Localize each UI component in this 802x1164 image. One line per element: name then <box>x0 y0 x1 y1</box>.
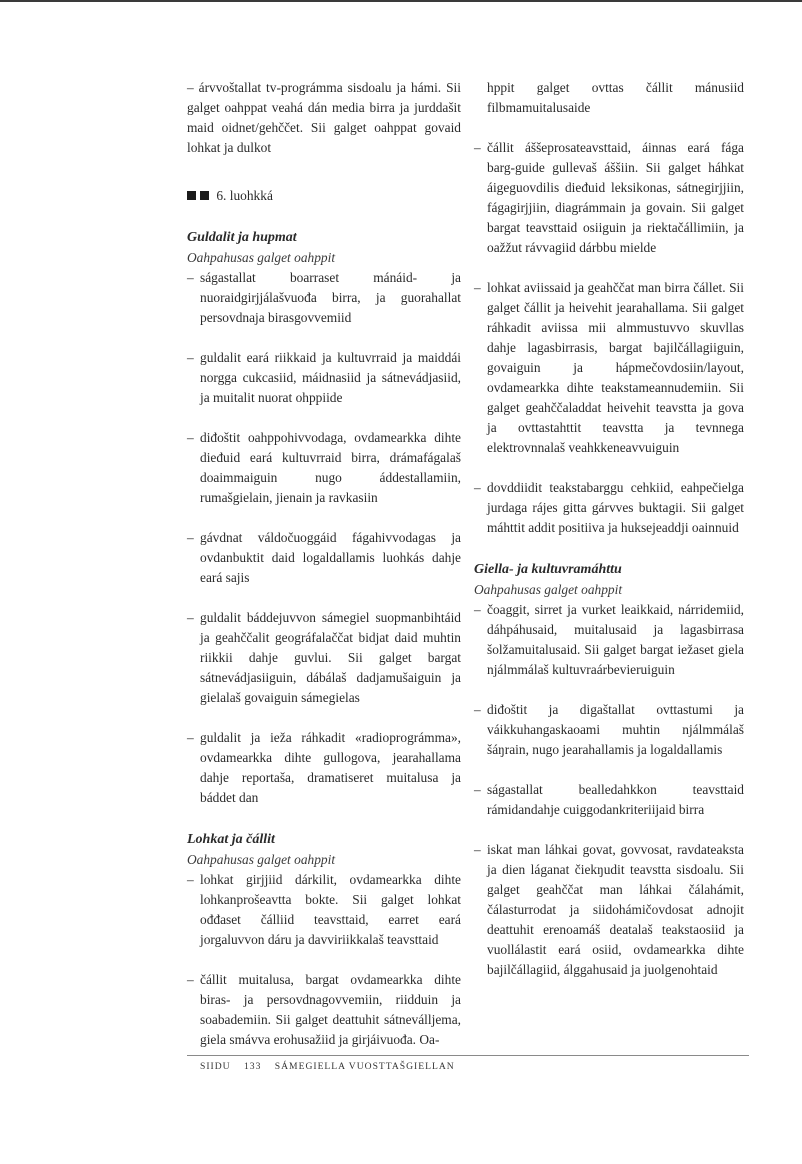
continued-paragraph: hppit galget ovttas čállit mánusiid filbmamuitalusaide <box>487 80 744 115</box>
footer-label: SIIDU <box>200 1061 231 1072</box>
list-item: – guldalit eará riikkaid ja kultuvrraid ja maiddái norgga cukcasiid, máidnasiid ja sátnevádjasiid, ja muitalit nuorat ohppiide <box>187 350 461 405</box>
section-title-giella: Giella- ja kultuvramáhttu <box>474 562 622 577</box>
top-edge-line <box>0 0 802 2</box>
list-item: – lohkat aviissaid ja geahččat man birra čállet. Sii galget čállit ja heivehit jearahallama. Sii galget ráhkadit aviissa mii almmustuvvo skuvllas dahje lagasbirrasis, bargat bajilčállagiiguin, govaiguin ja hápmečovdosiin/layout, ovdamearkka dihte teakstameannudemiin. Sii galget geahččaladdat heivehit teavstta ja gova ja ovttastahttit teavstta ja tevnnega elektrovnnalaš veahkkeneavvuiguin <box>474 280 744 455</box>
list-item: – diđoštit ja digaštallat ovttastumi ja váikkuhangaskaoami muhtin njálmmálaš šáŋrain, nugo jearahallamis ja logaldallamis <box>474 702 744 757</box>
left-column <box>187 78 461 1050</box>
list-item: – gávdnat váldočuoggáid fágahivvodagas ja ovdanbuktit daid logaldallamis luohkás dahje eará sajis <box>187 530 461 585</box>
section-subtitle: Oahpahusas galget oahppit <box>474 582 623 597</box>
section-subtitle: Oahpahusas galget oahppit <box>187 250 336 265</box>
page-footer <box>200 1061 465 1072</box>
footer-divider <box>187 1055 749 1056</box>
list-item: – diđoštit oahppohivvodaga, ovdamearkka dihte dieđuid eará kultuvrraid birra, drámafágalaš doaimmaiguin nugo áddestallamiin, rumašgielain, jienain ja ravkasiin <box>187 430 461 505</box>
list-item: – guldalit ja ieža ráhkadit «radioprográmma», ovdamearkka dihte gullogova, jearahallama dahje reportaša, dramatiseret muitalusa ja báddet dan <box>187 730 461 805</box>
grade-heading <box>187 186 461 206</box>
right-column <box>474 78 744 980</box>
list-item: – iskat man láhkai govat, govvosat, ravdateaksta ja dien láganat čiekŋudit teavstta sisdoalu. Sii galget geahččat man láhkai čálahámit, čálasturrodat ja siidohámičovdosat adnojit deattuhit erenoamáš deatalaš teakstaosiid ja vuollálastit eará osiid, ovdamearkka dihte bajilčállagiid, álggahusaid ja juolgenohtaid <box>474 842 744 977</box>
footer-title: SÁMEGIELLA VUOSTTAŠGIELLAN <box>274 1061 455 1072</box>
list-item: – čállit áššeprosateavsttaid, áinnas eará fága barg-guide gullevaš áššiin. Sii galget háhkat áigeguovdilis dieđuid leksikonas, sátnegirjjiin, fágagirjjiin, diagrámmain ja govain. Sii galget bargat teavsttaid osiiguin ja riektačállimiin, ja oažžut rávvagiid dárbbu mielde <box>474 140 744 255</box>
list-item: – čállit muitalusa, bargat ovdamearkka dihte biras- ja persovdnagovvemiin, riidduin ja soabademiin. Sii galget deattuhit sátneválljema, giela smávva erohusažiid ja girjáivuođa. Oa- <box>187 972 461 1047</box>
list-item: – čoaggit, sirret ja vurket leaikkaid, nárridemiid, dáhpáhusaid, muitalusaid ja lagasbirrasa šolžamuitalusaid. Sii galget bargat iežaset giela njálmmálaš kultuvraárbevieruiguin <box>474 602 744 677</box>
list-item: – ságastallat boarraset mánáid- ja nuoraidgirjjálašvuođa birra, ja guorahallat persovdnaja birasgovvemiid <box>187 270 461 325</box>
page-number: 133 <box>244 1061 262 1072</box>
square-bullet-icon <box>187 188 213 203</box>
intro-bullet: – árvvoštallat tv-prográmma sisdoalu ja hámi. Sii galget oahppat veahá dán media birra ja jurddašit maid oidnet/gehččet. Sii galget oahppat govaid lohkat ja dulkot <box>187 80 461 155</box>
section-title-lohkat: Lohkat ja čállit <box>187 832 275 847</box>
list-item: – ságastallat bealledahkkon teavsttaid rámidandahje cuiggodankriteriijaid birra <box>474 782 744 817</box>
section-title-guldalit: Guldalit ja hupmat <box>187 230 297 245</box>
section-subtitle: Oahpahusas galget oahppit <box>187 852 336 867</box>
list-item: – guldalit báddejuvvon sámegiel suopmanbihtáid ja geahččalit geográfalaččat bidjat daid muhtin riikkii dahje guvlui. Sii galget bargat sátnevádjasiiguin, dábálaš dadjamušaiguin ja gielalaš govaiguin sámegielas <box>187 610 461 705</box>
grade-heading-text: 6. luohkká <box>216 188 273 203</box>
list-item: – dovddiidit teakstabarggu cehkiid, eahpečielga jurdaga rájes gitta gárvves buktagii. Sii galget máhttit addit positiiva ja huksejeaddji oainnuid <box>474 480 744 535</box>
list-item: – lohkat girjjiid dárkilit, ovdamearkka dihte lohkanprošeavtta bokte. Sii galget lohkat ođđaset čálliid teavsttaid, earret eará jorgaluvvon dáru ja davviriikkalaš teavsttaid <box>187 872 461 947</box>
